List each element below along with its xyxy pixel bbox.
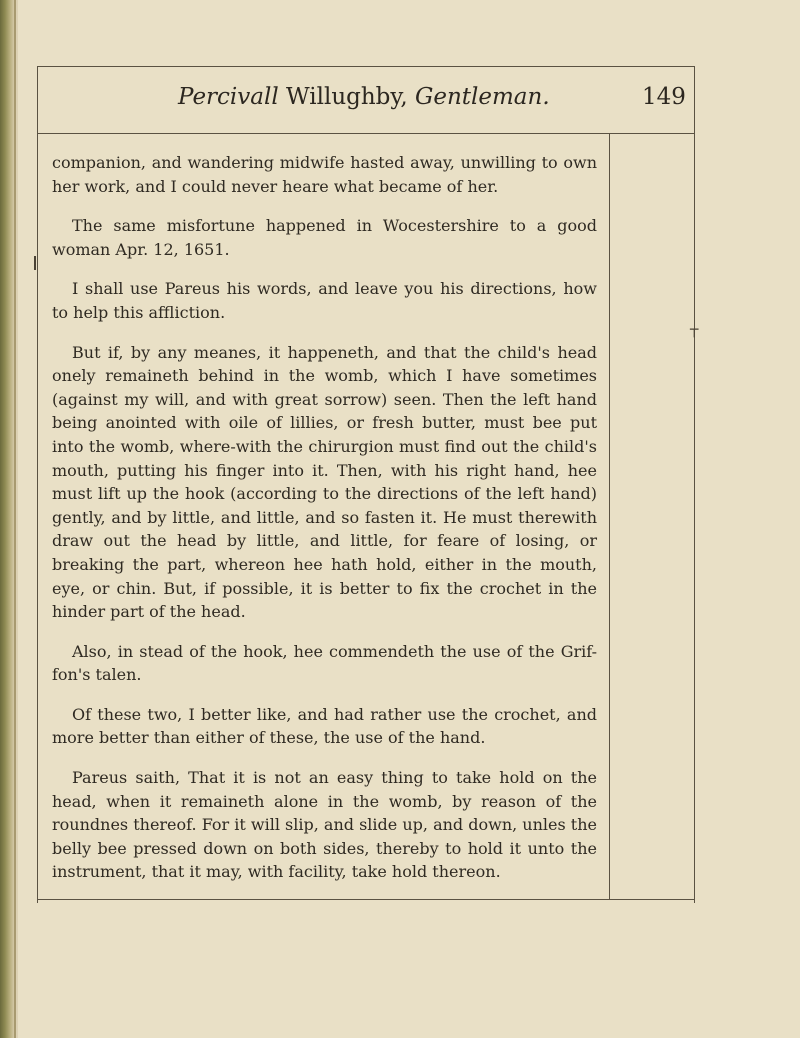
- binding-shadow: [14, 0, 16, 1038]
- header-rule: [37, 133, 695, 134]
- header-surname: Willughby,: [286, 84, 408, 110]
- body-text: [52, 151, 597, 900]
- frame-top-rule: [37, 66, 695, 67]
- margin-column-rule: [609, 134, 610, 899]
- paragraph-4: But if, by any meanes, it happeneth, and that the child's head onely remaineth behind in the womb, which I have sometimes (against my will, and with great sorrow) seen. Then the left hand being anointed with oile of lillies, or fresh butter, must bee put into the womb, where-with the chirurgion must find out the child's mouth, putting his finger into it. Then, with his right hand, hee must lift up the hook (according to the directions of the left hand) gently, and by little, and little, and so fasten it. He must therewith draw out the head by little, and little, for feare of losing, or breaking the part, whereon hee hath hold, either in the mouth, eye, or chin. But, if possible, it is better to fix the crochet in the hinder part of the head.: [52, 342, 597, 622]
- paragraph-5: Also, in stead of the hook, hee commendeth the use of the Grif-fon's talen.: [52, 641, 597, 685]
- running-header: [178, 84, 558, 110]
- paragraph-1: companion, and wandering midwife hasted away, unwilling to own her work, and I could never heare what became of her.: [52, 153, 597, 196]
- header-title: Gentleman.: [414, 84, 550, 110]
- frame-left-rule: [37, 66, 38, 903]
- margin-tick: ┬: [690, 322, 699, 338]
- paragraph-7: Pareus saith, That it is not an easy thing to take hold on the head, when it remaineth alone in the womb, by reason of the roundnes thereof. For it will slip, and slide up, and down, unles the belly bee pressed down on both sides, thereby to hold it unto the instrument, that it may, with facility, take hold thereon.: [52, 768, 597, 882]
- page-number: 149: [642, 84, 686, 110]
- header-name: Percivall: [178, 84, 279, 110]
- book-binding-edge: [0, 0, 14, 1038]
- paragraph-2: The same misfortune happened in Wocestershire to a good woman Apr. 12, 1651.: [52, 216, 597, 259]
- margin-mark: [34, 256, 36, 270]
- paragraph-3: I shall use Pareus his words, and leave you his directions, how to help this affliction.: [52, 279, 597, 322]
- paragraph-6: Of these two, I better like, and had rather use the crochet, and more better than either of these, the use of the hand.: [52, 704, 597, 748]
- frame-right-rule: [694, 66, 695, 903]
